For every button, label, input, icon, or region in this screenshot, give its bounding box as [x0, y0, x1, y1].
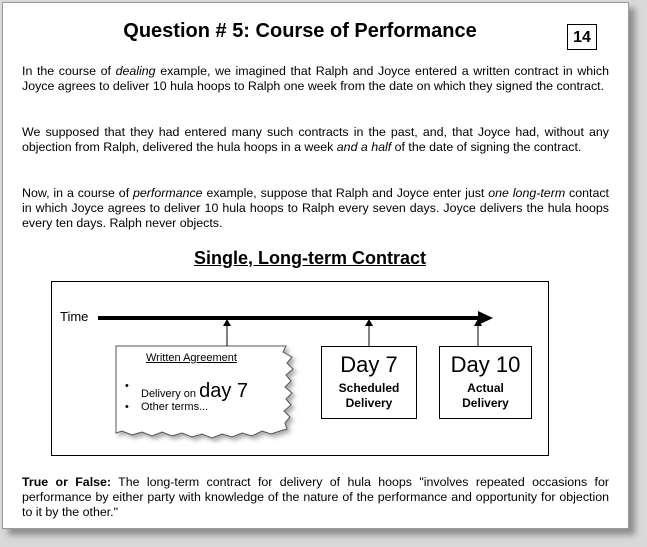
day10-line1: Actual: [467, 381, 504, 395]
true-false-label: True or False:: [22, 475, 112, 489]
bullet: •: [125, 380, 129, 392]
question-text: The long-term contract for delivery of hula hoops "involves repeated occasions for performance by either party with knowledge of the nature of the performance and opportunity for objection to it by the other.": [22, 475, 609, 519]
day7-line2: Delivery: [345, 396, 393, 410]
diagram-title: Single, Long-term Contract: [193, 248, 426, 268]
agreement-arrow-head: [223, 319, 231, 326]
day10-box: [439, 346, 532, 419]
day10-title: Day 10: [450, 352, 521, 377]
list-item: • Delivery on day 7: [125, 380, 249, 402]
list-item: • Other terms...: [125, 401, 209, 413]
time-label: Time: [60, 309, 89, 324]
written-agreement-list: [123, 380, 248, 422]
delivery-day-highlight: day 7: [199, 380, 249, 402]
written-agreement-title: Written Agreement: [146, 352, 237, 364]
bullet: •: [125, 401, 129, 413]
day7-arrow-head: [365, 319, 373, 326]
day7-title: Day 7: [340, 352, 398, 377]
timeline-arrowhead: [478, 311, 493, 325]
paragraph-past-contracts: We supposed that they had entered many such contracts in the past, and, that Joyce had, without any objection from Ralph, delivered the hula hoops in a week and a half of the date of signing the contract.: [22, 125, 609, 154]
day7-box: [321, 346, 417, 419]
paragraph-course-of-performance: Now, in a course of performance example, suppose that Ralph and Joyce enter just one long-term contact in which Joyce agrees to deliver 10 hula hoops to Ralph every seven days. Joyce delivers the hula hoops every ten days. Ralph never objects.: [22, 186, 609, 230]
day7-line1: Scheduled: [338, 381, 400, 395]
true-false-question: [22, 475, 609, 520]
day10-line2: Delivery: [462, 396, 509, 410]
page-number-badge: 14: [567, 24, 597, 50]
paragraph-course-of-dealing: In the course of dealing example, we imagined that Ralph and Joyce entered a written contract in which Joyce agrees to deliver 10 hula hoops to Ralph one week from the date on which they signed the contract.: [22, 64, 609, 93]
page-title: Question # 5: Course of Performance: [123, 20, 477, 42]
